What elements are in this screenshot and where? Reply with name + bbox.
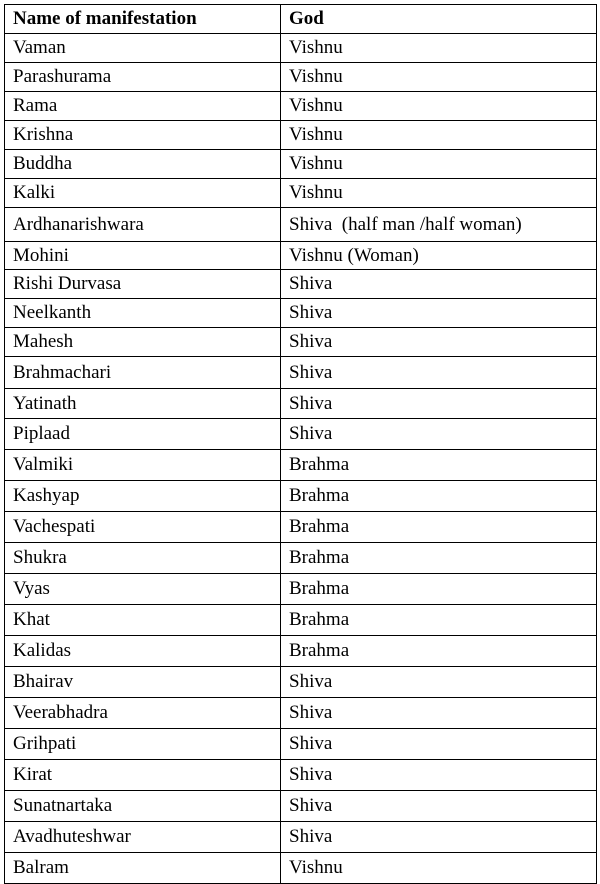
table-row	[5, 512, 597, 543]
manifestation-name-cell: Kirat	[5, 760, 281, 791]
table-row	[5, 605, 597, 636]
manifestation-name-cell: Piplaad	[5, 419, 281, 450]
manifestation-name-cell: Vachespati	[5, 512, 281, 543]
manifestation-name-cell: Mohini	[5, 242, 281, 270]
god-cell: Shiva	[281, 760, 597, 791]
table-row	[5, 760, 597, 791]
header-row	[5, 5, 597, 34]
god-cell: Brahma	[281, 481, 597, 512]
god-cell: Shiva	[281, 698, 597, 729]
god-cell: Shiva	[281, 389, 597, 419]
god-cell: Vishnu	[281, 853, 597, 884]
table-row	[5, 121, 597, 150]
manifestation-name-cell: Ardhanarishwara	[5, 208, 281, 242]
god-cell: Vishnu	[281, 34, 597, 63]
manifestation-name-cell: Sunatnartaka	[5, 791, 281, 822]
manifestation-name-cell: Krishna	[5, 121, 281, 150]
god-cell: Vishnu	[281, 121, 597, 150]
manifestations-table	[4, 4, 597, 884]
manifestation-name-cell: Avadhuteshwar	[5, 822, 281, 853]
god-cell: Shiva	[281, 791, 597, 822]
table-row	[5, 63, 597, 92]
god-cell: Shiva	[281, 822, 597, 853]
god-cell: Shiva	[281, 357, 597, 389]
god-cell: Brahma	[281, 636, 597, 667]
god-cell: Brahma	[281, 574, 597, 605]
god-cell: Vishnu	[281, 179, 597, 208]
manifestation-name-cell: Kalidas	[5, 636, 281, 667]
god-cell: Shiva	[281, 729, 597, 760]
table-row	[5, 698, 597, 729]
manifestation-name-cell: Neelkanth	[5, 299, 281, 328]
table-row	[5, 729, 597, 760]
god-cell: Shiva	[281, 328, 597, 357]
manifestation-name-cell: Bhairav	[5, 667, 281, 698]
table-row	[5, 574, 597, 605]
manifestation-name-cell: Shukra	[5, 543, 281, 574]
header-name-of-manifestation: Name of manifestation	[5, 5, 281, 34]
table-row	[5, 822, 597, 853]
manifestation-name-cell: Vyas	[5, 574, 281, 605]
god-cell: Brahma	[281, 543, 597, 574]
table-row	[5, 636, 597, 667]
god-cell: Vishnu (Woman)	[281, 242, 597, 270]
table-row	[5, 92, 597, 121]
table-row	[5, 667, 597, 698]
table-row	[5, 328, 597, 357]
table-row	[5, 419, 597, 450]
table-row	[5, 34, 597, 63]
manifestation-name-cell: Kashyap	[5, 481, 281, 512]
manifestation-name-cell: Rishi Durvasa	[5, 270, 281, 299]
god-cell: Vishnu	[281, 63, 597, 92]
manifestations-table-container	[4, 4, 596, 884]
table-row	[5, 357, 597, 389]
manifestation-name-cell: Yatinath	[5, 389, 281, 419]
god-cell: Shiva (half man /half woman)	[281, 208, 597, 242]
table-row	[5, 208, 597, 242]
manifestation-name-cell: Rama	[5, 92, 281, 121]
table-row	[5, 242, 597, 270]
table-row	[5, 389, 597, 419]
table-body	[5, 34, 597, 884]
manifestation-name-cell: Parashurama	[5, 63, 281, 92]
table-row	[5, 299, 597, 328]
manifestation-name-cell: Mahesh	[5, 328, 281, 357]
table-header	[5, 5, 597, 34]
table-row	[5, 481, 597, 512]
manifestation-name-cell: Brahmachari	[5, 357, 281, 389]
manifestation-name-cell: Kalki	[5, 179, 281, 208]
god-cell: Vishnu	[281, 150, 597, 179]
manifestation-name-cell: Grihpati	[5, 729, 281, 760]
table-row	[5, 179, 597, 208]
manifestation-name-cell: Veerabhadra	[5, 698, 281, 729]
manifestation-name-cell: Khat	[5, 605, 281, 636]
table-row	[5, 450, 597, 481]
god-cell: Vishnu	[281, 92, 597, 121]
table-row	[5, 150, 597, 179]
god-cell: Brahma	[281, 450, 597, 481]
manifestation-name-cell: Balram	[5, 853, 281, 884]
manifestation-name-cell: Vaman	[5, 34, 281, 63]
god-cell: Shiva	[281, 299, 597, 328]
god-cell: Brahma	[281, 605, 597, 636]
table-row	[5, 543, 597, 574]
god-cell: Brahma	[281, 512, 597, 543]
god-cell: Shiva	[281, 667, 597, 698]
table-row	[5, 853, 597, 884]
manifestation-name-cell: Buddha	[5, 150, 281, 179]
god-cell: Shiva	[281, 419, 597, 450]
table-row	[5, 791, 597, 822]
god-cell: Shiva	[281, 270, 597, 299]
manifestation-name-cell: Valmiki	[5, 450, 281, 481]
header-god: God	[281, 5, 597, 34]
table-row	[5, 270, 597, 299]
